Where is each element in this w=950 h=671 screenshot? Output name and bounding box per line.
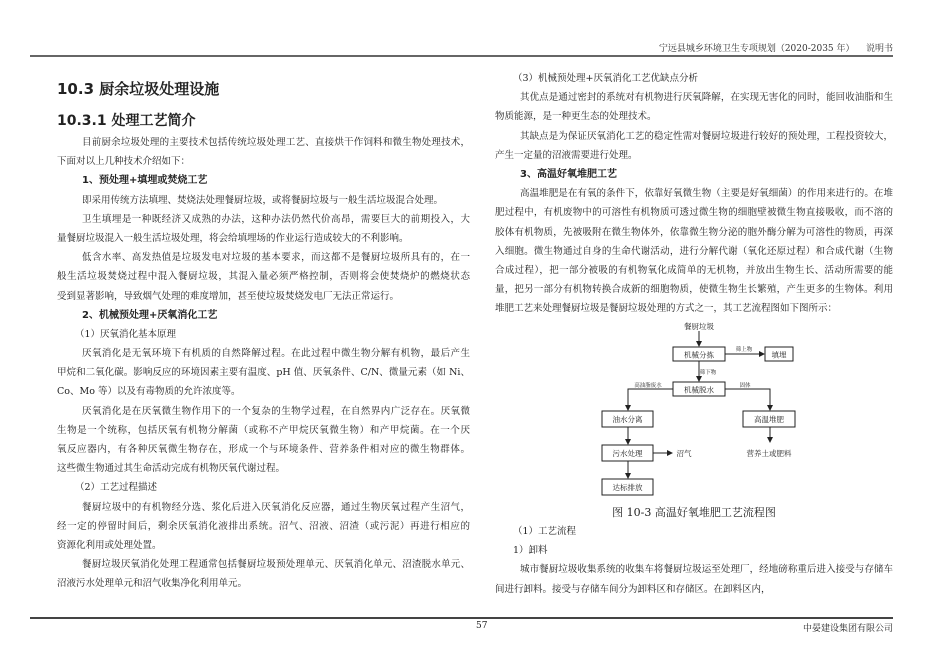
flow-discharge: 达标排放 (612, 483, 643, 492)
paragraph-line: 生物是一个统称，包括厌氧有机物分解菌（或称不产甲烷厌氧微生物）和产甲烷菌。在一个厌 (57, 424, 470, 436)
paragraph-line: 沼液污水处理单元和沼气收集净化利用单元。 (57, 578, 248, 590)
paragraph-line: 间进行卸料。接受与存储车间分为卸料区和存储区。在卸料区内， (495, 583, 771, 595)
paragraph-line: 甲烷和二氧化碳。影响反应的环境因素主要有温度、pH 值、厌氧条件、C/N、微量元素（如 Ni、 (57, 367, 470, 379)
label-oversize: 筛上物 (735, 347, 753, 353)
paragraph-line: 胶体有机物质，先被吸附在微生物体外，依靠微生物分泌的胞外酶分解为可溶性的物质，再深 (495, 226, 893, 238)
paragraph-line: 产生一定量的沼液需要进行处理。 (495, 149, 638, 161)
label-solid: 固体 (739, 383, 751, 389)
paragraph-line: （2）工艺过程描述 (75, 482, 158, 494)
paragraph-line: 其缺点是为保证厌氧消化工艺的稳定性需对餐厨垃圾进行较好的预处理，工程投资较大， (520, 130, 893, 142)
flow-compost: 高温堆肥 (754, 415, 784, 424)
paragraph-line: 受到显著影响，导致烟气处理的难度增加，甚至使垃圾焚烧发电厂无法正常运行。 (57, 290, 400, 302)
flow-dewater: 机械脱水 (684, 385, 714, 395)
footer-company: 中晏建设集团有限公司 (802, 624, 893, 634)
label-oily-water: 高油脂废水 (634, 383, 662, 389)
paragraph-line: 餐厨垃圾中的有机物经分选、浆化后进入厌氧消化反应器，通过生物厌氧过程产生沼气， (82, 501, 470, 513)
right-column-bottom (495, 522, 893, 599)
arrow-oily-water (628, 389, 673, 410)
paragraph-line: 即采用传统方法填埋、焚烧法处理餐厨垃圾，或将餐厨垃圾与一般生活垃圾混合处理。 (82, 194, 444, 206)
flow-fertilizer: 营养土或肥料 (746, 449, 792, 458)
paragraph-line: 低含水率、高发热值是垃圾发电对垃圾的基本要求，而这都不是餐厨垃圾所具有的，在一 (82, 252, 470, 264)
flow-landfill: 填埋 (771, 350, 787, 360)
paragraph-line: 量，把另一部分有机物转换合成新的细胞物质，使微生物生长繁殖，产生更多的生物体。利用 (495, 284, 893, 296)
heading-line: 2、机械预处理+厌氧消化工艺 (82, 309, 218, 321)
arrow-solid (725, 389, 770, 410)
paragraph-line: （3）机械预处理+厌氧消化工艺优缺点分析 (513, 73, 699, 84)
paragraph-line: 厌氧消化是在厌氧微生物作用下的一个复杂的生物学过程，在自然界内广泛存在。厌氧微 (82, 405, 470, 417)
paragraph-line: 城市餐厨垃圾收集系统的收集车将餐厨垃圾运至处理厂，经地磅称重后进入接受与存储车 (520, 564, 893, 576)
heading-line: 1、预处理+填埋或焚烧工艺 (82, 175, 208, 187)
flow-biogas: 沼气 (676, 449, 692, 458)
paragraph-line: 高温堆肥是在有氧的条件下，依靠好氧微生物（主要是好氧细菌）的作用来进行的。在堆 (520, 188, 893, 200)
paragraph-line: 目前厨余垃圾处理的主要技术包括传统垃圾处理工艺、直接烘干作饲料和微生物处理技术， (82, 137, 470, 148)
left-column (57, 133, 470, 594)
paragraph-line: 物质能源，是一种更生态的处理技术。 (495, 111, 657, 123)
paragraph-line: Co、Mo 等）以及有毒物质的允许浓度等。 (57, 386, 241, 398)
flow-input: 餐厨垃圾 (684, 322, 714, 331)
paragraph-line: 厌氧消化是无氧环境下有机质的自然降解过程。在此过程中微生物分解有机物，最后产生 (82, 348, 470, 360)
section-title: 10.3 厨余垃圾处理设施 (57, 80, 220, 98)
paragraph-line: 氧反应器内，有各种厌氧微生物存在，形成一个与环境条件、营养条件相对应的微生物群体。 (57, 444, 470, 455)
running-header (659, 41, 893, 54)
label-undersize: 筛下物 (699, 370, 717, 376)
right-column-top (495, 69, 893, 318)
paragraph-line: 入细胞。微生物通过自身的生命代谢活动，进行分解代谢（氧化还原过程）和合成代谢（生物 (495, 245, 893, 257)
paragraph-line: 这些微生物通过其生命活动完成有机物厌氧代谢过程。 (57, 463, 286, 475)
flow-sewage: 污水处理 (612, 449, 643, 458)
paragraph-line: 餐厨垃圾厌氧消化处理工程通常包括餐厨垃圾预处理单元、厌氧消化单元、沼渣脱水单元、 (82, 559, 470, 571)
paragraph-line: （1）厌氧消化基本原理 (75, 328, 177, 340)
paragraph-line: 其优点是通过密封的系统对有机物进行厌氧降解，在实现无害化的同时，能回收油脂和生 (520, 92, 893, 104)
paragraph-line: 卫生填埋是一种既经济又成熟的办法，这种办法仍然代价高昂，需要巨大的前期投入，大 (82, 213, 470, 225)
flowchart (580, 318, 810, 503)
paragraph-line: 肥过程中，有机废物中的可溶性有机物质可透过微生物的细胞壁被微生物直接吸收，而不溶的 (495, 207, 893, 219)
flow-sort: 机械分拣 (684, 350, 714, 360)
heading-line: 3、高温好氧堆肥工艺 (520, 168, 617, 180)
header-title: 宁远县城乡环境卫生专项规划（2020-2035 年） (658, 44, 855, 54)
paragraph-line: 经一定的停留时间后，剩余厌氧消化液排出系统。沼气、沼液、沼渣（或污泥）再进行相应的 (57, 520, 470, 532)
subsection-title: 10.3.1 处理工艺简介 (57, 113, 196, 129)
paragraph-line: 下面对以上几种技术介绍如下： (57, 156, 191, 168)
paragraph-line: 堆肥工艺来处理餐厨垃圾是餐厨垃圾处理的方式之一，其工艺流程图如下图所示： (495, 303, 838, 315)
paragraph-line: 量餐厨垃圾混入一般生活垃圾处理，将会给填埋场的作业运行造成较大的不利影响。 (57, 232, 409, 244)
paragraph-line: 资源化利用或处理处置。 (57, 539, 162, 551)
paragraph-line: 1）卸料 (513, 545, 548, 557)
header-doc-type: 说明书 (865, 44, 893, 54)
paragraph-line: 合成过程），把一部分被吸的有机物氧化成简单的无机物，并放出生物生长、活动所需要的能 (495, 264, 893, 276)
footer-rule (30, 617, 893, 619)
paragraph-line: 般生活垃圾焚烧过程中混入餐厨垃圾，其混入量必须严格控制，否则将会使焚烧炉的燃烧状态 (57, 271, 470, 283)
flow-oil-sep: 油水分离 (612, 415, 643, 424)
figure-caption: 图 10-3 高温好氧堆肥工艺流程图 (612, 506, 776, 519)
header-rule (30, 55, 893, 57)
page-number: 57 (476, 621, 488, 631)
paragraph-line: （1）工艺流程 (513, 526, 577, 537)
